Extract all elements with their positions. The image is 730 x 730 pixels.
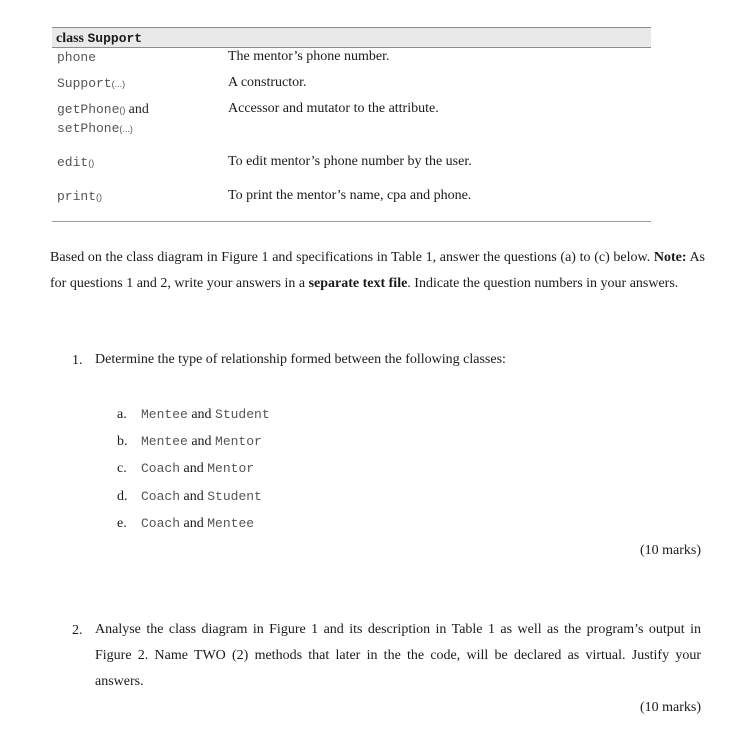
item-letter: e. <box>117 516 127 531</box>
method-args: () <box>88 158 95 168</box>
table-row-desc: The mentor’s phone number. <box>228 49 390 64</box>
attr-name: phone <box>57 50 97 65</box>
and-word: and <box>128 102 149 117</box>
and-word: and <box>183 461 204 476</box>
question-2-text: Analyse the class diagram in Figure 1 and its description in Table 1 as well as the program’s output in Figure 2. Name TWO (2) methods that later in the the code, will be declared as virtual. Justify your answers. <box>95 622 701 689</box>
class-name: Student <box>215 407 270 422</box>
method-args: () <box>96 192 103 202</box>
class-name: Mentor <box>207 461 255 476</box>
list-item <box>117 434 262 450</box>
item-letter: c. <box>117 461 127 476</box>
method-name: edit <box>57 155 89 170</box>
and-word: and <box>191 407 212 422</box>
method-name: getPhone <box>57 102 120 117</box>
class-keyword: class <box>56 31 84 46</box>
table-row-name <box>57 187 102 206</box>
item-letter: a. <box>117 407 127 422</box>
list-item <box>117 407 270 423</box>
method-name: print <box>57 189 97 204</box>
item-letter: b. <box>117 434 128 449</box>
note-label: Note: <box>653 250 687 265</box>
class-name: Mentor <box>215 434 262 449</box>
list-item <box>117 516 254 532</box>
question-1-text: Determine the type of relationship formed between the following classes: <box>95 352 506 367</box>
class-name: Coach <box>141 489 181 504</box>
intro-paragraph <box>50 245 705 297</box>
note-text: As for questions 1 and 2, write your answers in a <box>50 250 706 291</box>
class-name: Mentee <box>207 516 255 531</box>
and-word: and <box>183 516 204 531</box>
note-text-end: . Indicate the question numbers in your answers. <box>407 276 679 291</box>
table-bottom-rule <box>52 221 651 222</box>
spec-table <box>52 27 651 204</box>
and-word: and <box>183 489 204 504</box>
class-name: Mentee <box>141 407 188 422</box>
method-name: setPhone <box>57 121 120 136</box>
table-row-desc: A constructor. <box>228 75 307 90</box>
method-args: () <box>119 105 126 115</box>
list-item <box>117 489 262 505</box>
class-title <box>56 31 142 47</box>
method-args: (...) <box>119 124 133 134</box>
class-name: Support <box>87 31 143 46</box>
and-word: and <box>191 434 212 449</box>
method-name: Support <box>57 76 112 91</box>
table-row-desc: To print the mentor’s name, cpa and phone. <box>228 188 472 203</box>
table-row-desc: Accessor and mutator to the attribute. <box>228 101 439 116</box>
intro-line: Based on the class diagram in Figure 1 and specifications in Table 1, answer the questions (a) to (c) below. <box>50 250 651 265</box>
table-header <box>52 27 651 48</box>
item-letter: d. <box>117 489 128 504</box>
note-bold-text: separate text file <box>308 276 408 291</box>
question-2-marks: (10 marks) <box>639 700 701 715</box>
class-name: Coach <box>141 461 181 476</box>
list-item <box>117 461 254 477</box>
class-name: Mentee <box>141 434 188 449</box>
class-name: Coach <box>141 516 181 531</box>
question-2-number: 2. <box>72 623 83 638</box>
question-1-number: 1. <box>72 353 83 368</box>
table-row-name <box>57 48 96 66</box>
table-row-desc: To edit mentor’s phone number by the user. <box>228 154 472 169</box>
table-row-name <box>57 153 94 172</box>
table-row-name <box>57 100 149 138</box>
question-1-marks: (10 marks) <box>639 543 701 558</box>
table-row-name <box>57 74 125 93</box>
method-args: (...) <box>111 79 126 89</box>
class-name: Student <box>207 489 262 504</box>
